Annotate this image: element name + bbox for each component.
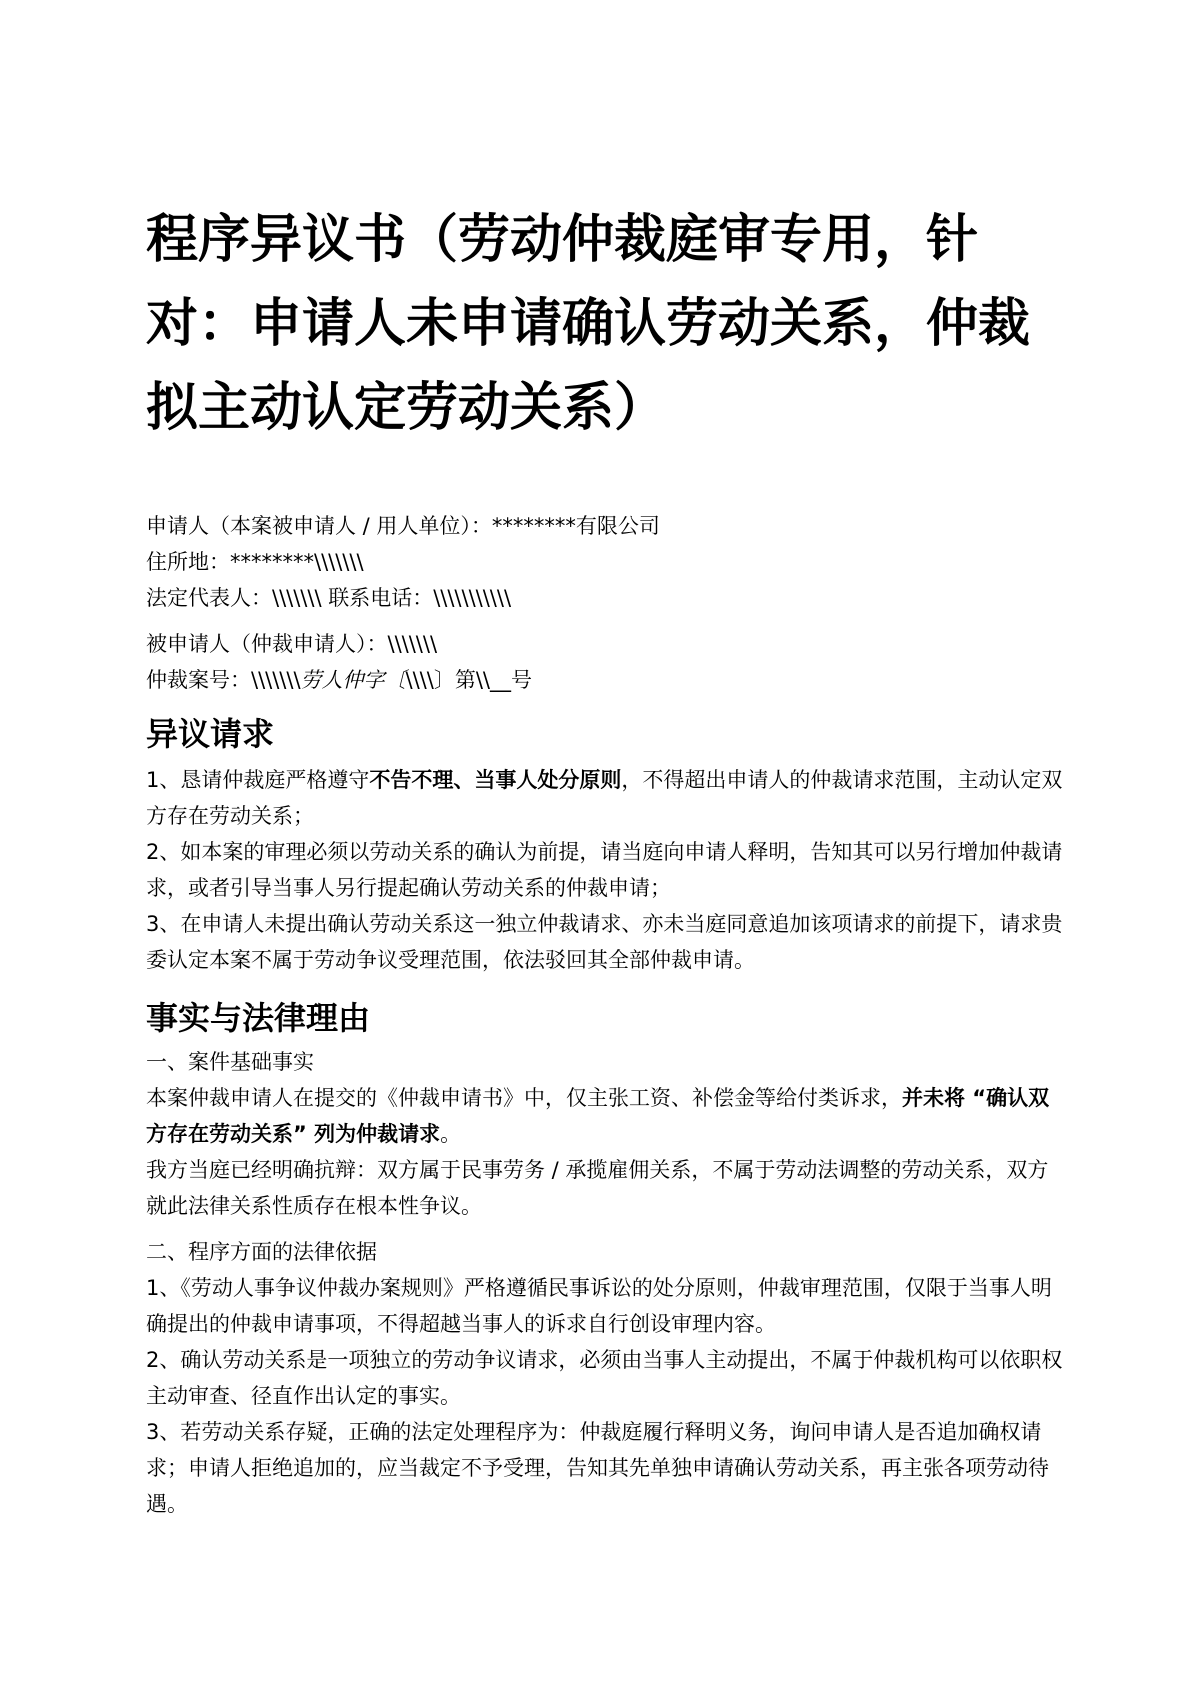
objection-request-list — [146, 762, 1066, 978]
request-item-1 — [146, 762, 1066, 834]
request-item-1-text-b: ，不得超出申请人的仲裁请求范围，主动认定双方存在劳动关系； — [146, 768, 1063, 828]
legal-basis-item-2: 2、确认劳动关系是一项独立的劳动争议请求，必须由当事人主动提出，不属于仲裁机构可以依职权主动审查、径直作出认定的事实。 — [146, 1348, 1063, 1408]
applicant-line: 申请人（本案被申请人 / 用人单位）：********有限公司 — [146, 514, 660, 538]
facts-and-reasons-body — [146, 1044, 1066, 1522]
document-page — [146, 198, 1066, 1522]
document-title: 程序异议书（劳动仲裁庭审专用，针对：申请人未申请确认劳动关系，仲裁拟主动认定劳动关系） — [146, 210, 1031, 438]
fact-1-bold: 并未将 “确认双方存在劳动关系” 列为仲裁请求 — [146, 1086, 1050, 1146]
case-number-line — [146, 662, 1066, 698]
fact-1-text-a: 本案仲裁申请人在提交的《仲裁申请书》中，仅主张工资、补偿金等给付类诉求， — [146, 1086, 902, 1110]
fact-1-text-b: 。 — [440, 1122, 462, 1146]
subheading-legal-basis: 二、程序方面的法律依据 — [146, 1240, 377, 1264]
party-info — [146, 508, 1066, 698]
case-number-prefix: 仲裁案号：\\\\\\\ — [146, 668, 301, 692]
section-title-facts-and-reasons: 事实与法律理由 — [146, 999, 371, 1037]
request-item-2: 2、如本案的审理必须以劳动关系的确认为前提，请当庭向申请人释明，告知其可以另行增加仲裁请求，或者引导当事人另行提起确认劳动关系的仲裁申请； — [146, 840, 1063, 900]
request-item-1-bold: 不告不理、当事人处分原则 — [369, 768, 622, 792]
section-title-objection-requests: 异议请求 — [146, 715, 275, 753]
request-item-1-text-a: 1、恳请仲裁庭严格遵守 — [146, 768, 370, 792]
legal-basis-item-1: 1、《劳动人事争议仲裁办案规则》严格遵循民事诉讼的处分原则，仲裁审理范围，仅限于当事人明确提出的仲裁申请事项，不得超越当事人的诉求自行创设审理内容。 — [146, 1276, 1052, 1336]
fact-paragraph-1 — [146, 1080, 1066, 1152]
legal-rep-line: 法定代表人：\\\\\\\ 联系电话：\\\\\\\\\\\ — [146, 586, 512, 610]
legal-basis-item-3: 3、若劳动关系存疑，正确的法定处理程序为：仲裁庭履行释明义务，询问申请人是否追加确权请求；申请人拒绝追加的，应当裁定不予受理，告知其先单独申请确认劳动关系，再主张各项劳动待遇。 — [146, 1420, 1049, 1516]
case-number-suffix: \\\\〕第\\__号 — [405, 668, 532, 692]
case-number-italic: 劳人仲字〔 — [300, 668, 406, 692]
fact-paragraph-2: 我方当庭已经明确抗辩：双方属于民事劳务 / 承揽雇佣关系，不属于劳动法调整的劳动关系，双方就此法律关系性质存在根本性争议。 — [146, 1158, 1049, 1218]
subheading-basic-facts: 一、案件基础事实 — [146, 1050, 314, 1074]
respondent-line: 被申请人（仲裁申请人）：\\\\\\\ — [146, 632, 438, 656]
request-item-3: 3、在申请人未提出确认劳动关系这一独立仲裁请求、亦未当庭同意追加该项请求的前提下，请求贵委认定本案不属于劳动争议受理范围，依法驳回其全部仲裁申请。 — [146, 912, 1063, 972]
address-line: 住所地：********\\\\\\\ — [146, 550, 364, 574]
